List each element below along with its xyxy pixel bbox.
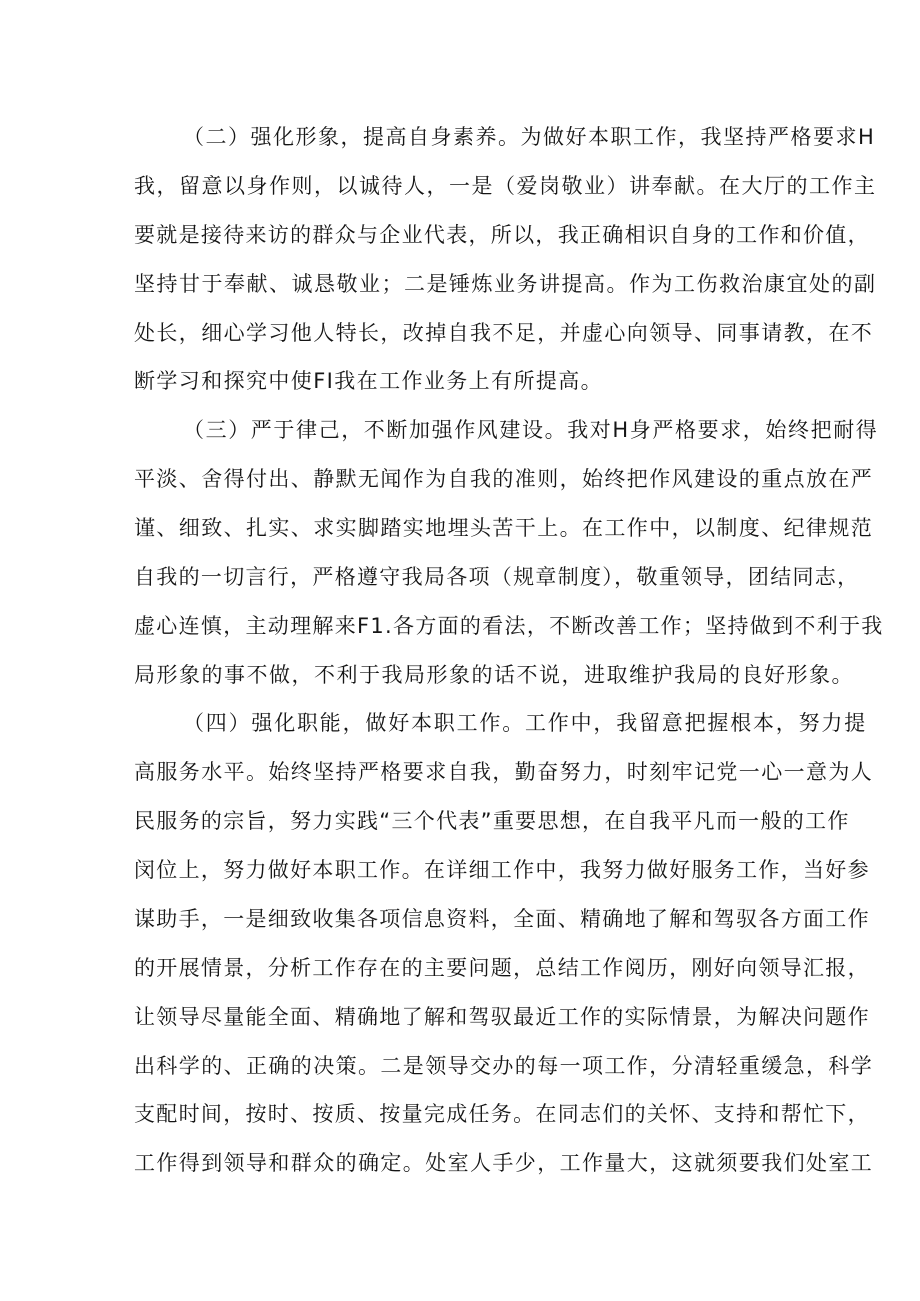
text-line	[0, 361, 920, 401]
text-line	[0, 459, 920, 499]
line-text: 闵位上，努力做好本职工作。在详细工作中，我努力做好服务工作，当好参	[134, 858, 870, 882]
line-text: 高服务水平。始终坚持严格要求自我，勤奋努力，时刻牢记党一心一意为人	[134, 760, 874, 784]
line-text: 处长，细心学习他人特长，改掉自我不足，并虚心向领导、同事请教，在不	[134, 321, 874, 345]
text-line	[0, 948, 920, 988]
line-text: 虚心连慎，主动理解来F1.各方面的看法，不断改善工作；坚持做到不利于我	[134, 614, 884, 638]
line-text: 要就是接待来访的群众与企业代表，所以，我正确相识自身的工作和价值，	[134, 223, 870, 247]
line-text: 断学习和探究中使FI我在工作业务上有所提高。	[134, 369, 604, 393]
text-line	[0, 655, 920, 695]
line-text: 民服务的宗旨，努力实践“三个代表”重要思想，在自我平凡而一般的工作	[134, 809, 850, 833]
text-line	[0, 557, 920, 597]
line-text: 自我的一切言行，严格遵守我局各项（规章制度），敬重领导，团结同志，	[134, 565, 860, 589]
text-line	[0, 1046, 920, 1086]
text-line	[0, 410, 920, 450]
line-text: 出科学的、正确的决策。二是领导交办的每一项工作，分清轻重缓急，科学	[134, 1054, 874, 1078]
text-line	[0, 606, 920, 646]
line-text: 支配时间，按时、按质、按量完成任务。在同志们的关怀、支持和帮忙下，	[134, 1102, 870, 1126]
line-text: 的开展情景，分析工作存在的主要问题，总结工作阅历，刚好向领导汇报，	[134, 956, 870, 980]
line-text: 工作得到领导和群众的确定。处室人手少，工作量大，这就须要我们处室工	[134, 1151, 874, 1175]
text-line	[0, 997, 920, 1037]
text-line	[0, 264, 920, 304]
text-line	[0, 850, 920, 890]
line-text: 我，留意以身作则，以诚待人，一是（爱岗敬业）讲奉献。在大厅的工作主	[134, 174, 877, 198]
text-line	[0, 801, 920, 841]
text-line	[0, 313, 920, 353]
line-text: 局形象的事不做，不利于我局形象的话不说，进取维护我局的良好形象。	[134, 663, 854, 687]
text-line	[0, 703, 920, 743]
text-line	[0, 899, 920, 939]
text-line	[0, 1143, 920, 1183]
text-line	[0, 166, 920, 206]
text-line	[0, 1094, 920, 1134]
line-text: 平淡、舍得付出、静默无闻作为自我的准则，始终把作风建设的重点放在严	[134, 467, 874, 491]
line-text: （四）强化职能，做好本职工作。工作中，我留意把握根本，努力提	[183, 711, 867, 735]
line-text: 坚持甘于奉献、诚恳敬业；二是锤炼业务讲提高。作为工伤救治康宜处的副	[134, 272, 877, 296]
text-line	[0, 117, 920, 157]
text-line	[0, 215, 920, 255]
text-line	[0, 752, 920, 792]
line-text: （二）强化形象，提高自身素养。为做好本职工作，我坚持严格要求H	[183, 125, 876, 149]
line-text: 让领导尽量能全面、精确地了解和驾驭最近工作的实际情景，为解决问题作	[134, 1005, 870, 1029]
line-text: 谨、细致、扎实、求实脚踏实地埋头苦干上。在工作中，以制度、纪律规范	[134, 516, 874, 540]
text-line	[0, 508, 920, 548]
line-text: 谋助手，一是细致收集各项信息资料，全面、精确地了解和驾驭各方面工作	[134, 907, 870, 931]
line-text: （三）严于律己，不断加强作风建设。我对H身严格要求，始终把耐得	[183, 418, 879, 442]
